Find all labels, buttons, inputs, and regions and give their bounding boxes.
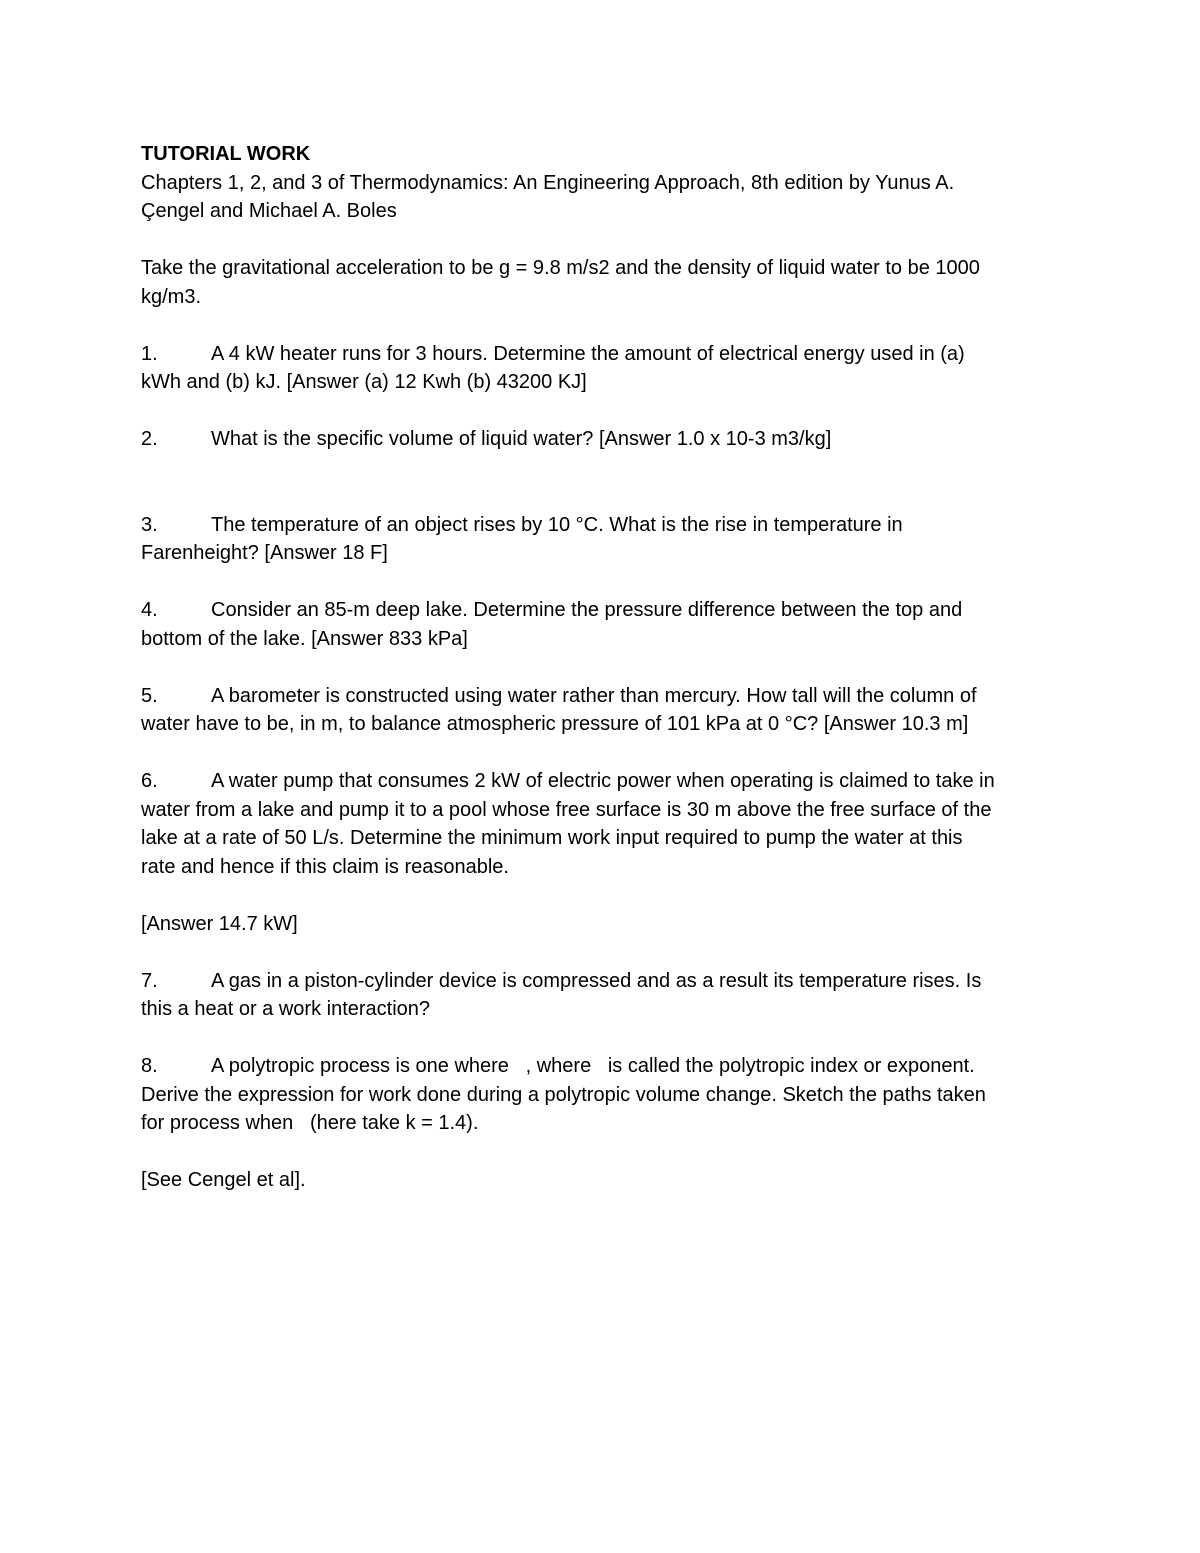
question-number: 2. [141, 428, 158, 450]
question-number: 7. [141, 969, 158, 992]
question-text: A polytropic process is one where , where is called the polytropic index or exponent. [211, 1055, 975, 1077]
question-number: 3. [141, 513, 158, 536]
question-3 [141, 511, 1070, 568]
question-text: Derive the expression for work done during a polytropic volume change. Sketch the paths taken [141, 1083, 986, 1106]
question-number: 5. [141, 684, 158, 707]
question-5 [141, 682, 1070, 739]
subtitle-line-2: Çengel and Michael A. Boles [141, 200, 397, 222]
subtitle-line-1: Chapters 1, 2, and 3 of Thermodynamics: An Engineering Approach, 8th edition by Yunus A. [141, 171, 955, 194]
question-answer: [See Cengel et al]. [141, 1169, 306, 1191]
page-title: TUTORIAL WORK [141, 143, 311, 165]
question-text: for process when (here take k = 1.4). [141, 1112, 479, 1134]
question-text: Consider an 85-m deep lake. Determine the pressure difference between the top and [211, 599, 963, 621]
question-4 [141, 596, 1070, 653]
question-number: 8. [141, 1055, 158, 1077]
question-number: 4. [141, 599, 158, 621]
question-text: A water pump that consumes 2 kW of electric power when operating is claimed to take in [211, 770, 995, 792]
question-text: A gas in a piston-cylinder device is compressed and as a result its temperature rises. Is [211, 969, 982, 992]
question-answer: [Answer 14.7 kW] [141, 912, 298, 935]
question-number: 6. [141, 770, 158, 792]
intro-line-2: kg/m3. [141, 285, 202, 308]
question-text: kWh and (b) kJ. [Answer (a) 12 Kwh (b) 43200 KJ] [141, 371, 587, 393]
question-text: this a heat or a work interaction? [141, 998, 431, 1020]
intro-line-1: Take the gravitational acceleration to be g = 9.8 m/s2 and the density of liquid water to be 1000 [141, 257, 980, 279]
question-text: The temperature of an object rises by 10 °C. What is the rise in temperature in [211, 513, 903, 536]
question-2 [141, 425, 1070, 454]
document-body [141, 140, 1070, 1195]
question-text: A 4 kW heater runs for 3 hours. Determine the amount of electrical energy used in (a) [211, 342, 965, 365]
question-text: water have to be, in m, to balance atmospheric pressure of 101 kPa at 0 °C? [Answer 10.3 m] [141, 713, 969, 735]
question-text: lake at a rate of 50 L/s. Determine the minimum work input required to pump the water at this [141, 827, 963, 849]
question-number: 1. [141, 342, 158, 365]
question-text: bottom of the lake. [Answer 833 kPa] [141, 627, 468, 650]
question-text: water from a lake and pump it to a pool whose free surface is 30 m above the free surface of the [141, 798, 992, 821]
question-text: A barometer is constructed using water rather than mercury. How tall will the column of [211, 684, 977, 707]
question-text: Farenheight? [Answer 18 F] [141, 542, 388, 564]
question-1 [141, 340, 1070, 397]
question-text: What is the specific volume of liquid water? [Answer 1.0 x 10-3 m3/kg] [211, 428, 832, 450]
question-text: rate and hence if this claim is reasonable. [141, 855, 509, 878]
question-7 [141, 967, 1070, 1024]
question-6 [141, 767, 1070, 938]
question-8 [141, 1052, 1070, 1195]
